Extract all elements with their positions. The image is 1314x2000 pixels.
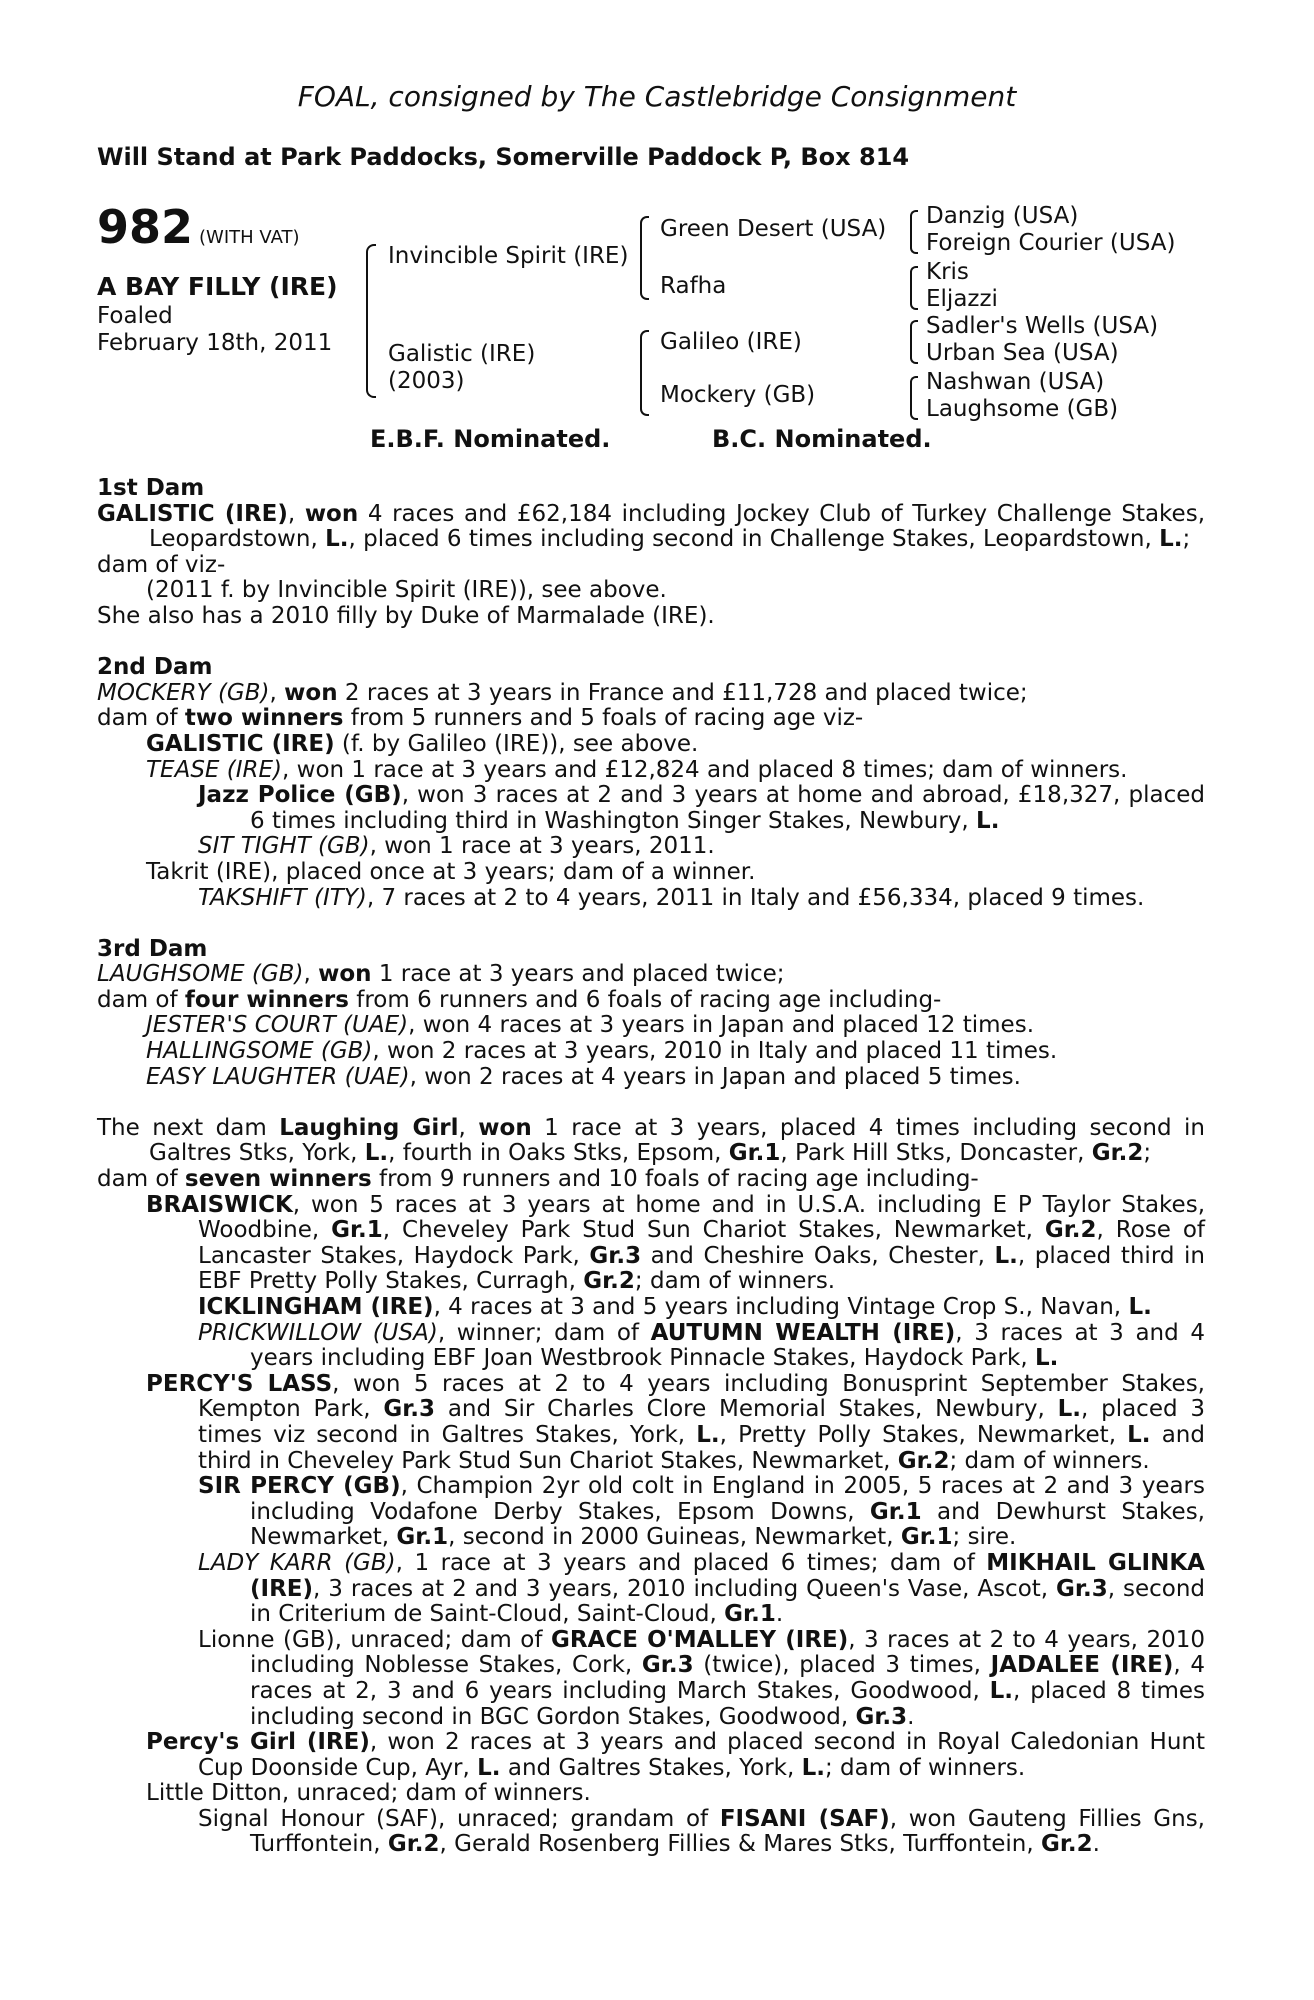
second-dam-line: dam of two winners from 5 runners and 5 foals of racing age viz- [97, 705, 864, 732]
next-dam-entry: The next dam Laughing Girl, won 1 race at 3 years, placed 4 times including second in Galtres Stks, York, L., fourth in Oaks Stks, Epsom, Gr.1, Park Hill Stks, Doncaster, Gr.2; [97, 1114, 1205, 1167]
consignor-title: FOAL, consigned by The Castlebridge Consignment [297, 80, 1017, 113]
produce-line: Signal Honour (SAF), unraced; grandam of FISANI (SAF), won Gauteng Fillies Gns, Turffontein, Gr.2, Gerald Rosenberg Fillies & Mares Stks, Turffontein, Gr.2. [198, 1805, 1205, 1858]
foaled-label: Foaled [97, 303, 173, 329]
sire-dam: Rafha [660, 273, 727, 299]
pedigree-brace [640, 330, 649, 416]
next-dam-line: dam of seven winners from 9 runners and 10 foals of racing age including- [97, 1166, 979, 1193]
catalogue-body [97, 476, 1205, 1858]
produce-line: Takrit (IRE), placed once at 3 years; dam of a winner. [146, 858, 756, 885]
produce-line: HALLINGSOME (GB), won 2 races at 3 years, 2010 in Italy and placed 11 times. [146, 1038, 1058, 1065]
produce-line: ICKLINGHAM (IRE), 4 races at 3 and 5 years including Vintage Crop S., Navan, L. [198, 1294, 1152, 1320]
lot-number: 982 [97, 200, 194, 254]
produce-line: TAKSHIFT (ITY), 7 races at 2 to 4 years, 2011 in Italy and £56,334, placed 9 times. [198, 884, 1145, 911]
foaled-date: February 18th, 2011 [97, 330, 333, 356]
first-dam-entry: GALISTIC (IRE), won 4 races and £62,184 including Jockey Club of Turkey Challenge Stakes, Leopardstown, L., placed 6 times including second in Challenge Stakes, Leopardstown, L.; [97, 500, 1206, 553]
dam-sire: Galileo (IRE) [660, 329, 802, 355]
first-dam-line: (2011 f. by Invincible Spirit (IRE)), see above. [146, 577, 667, 604]
third-dam-heading: 3rd Dam [97, 935, 208, 962]
bc-nominated: B.C. Nominated. [712, 425, 932, 453]
produce-line: SIT TIGHT (GB), won 1 race at 3 years, 2011. [198, 833, 715, 860]
lot-number-block [97, 200, 300, 254]
second-dam-heading: 2nd Dam [97, 654, 213, 681]
sire-sire: Green Desert (USA) [660, 216, 887, 242]
produce-line: Little Ditton, unraced; dam of winners. [146, 1780, 591, 1807]
sdd: Eljazzi [926, 286, 998, 312]
third-dam-entry: LAUGHSOME (GB), won 1 race at 3 years and placed twice; [97, 961, 785, 988]
produce-line: LADY KARR (GB), 1 race at 3 years and placed 6 times; dam of MIKHAIL GLINKA (IRE), 3 races at 2 and 3 years, 2010 including Queen's Vase, Ascot, Gr.3, second in Criterium de Saint-Cloud, Saint-Cloud, Gr.1. [198, 1549, 1206, 1628]
produce-line: Jazz Police (GB), won 3 races at 2 and 3 years at home and abroad, £18,327, placed 6 times including third in Washington Singer Stakes, Newbury, L. [198, 782, 1205, 834]
produce-line: PRICKWILLOW (USA), winner; dam of AUTUMN WEALTH (IRE), 3 races at 3 and 4 years including EBF Joan Westbrook Pinnacle Stakes, Haydock Park, L. [198, 1319, 1205, 1372]
produce-line: SIR PERCY (GB), Champion 2yr old colt in England in 2005, 5 races at 2 and 3 years including Vodafone Derby Stakes, Epsom Downs, Gr.1 and Dewhurst Stakes, Newmarket, Gr.1, second in 2000 Guineas, Newmarket, Gr.1; sire. [198, 1473, 1205, 1551]
produce-line: GALISTIC (IRE) (f. by Galileo (IRE)), see above. [146, 730, 699, 757]
produce-line: JESTER'S COURT (UAE), won 4 races at 3 years in Japan and placed 12 times. [146, 1012, 1035, 1039]
first-dam-heading: 1st Dam [97, 475, 205, 501]
ssd: Foreign Courier (USA) [926, 230, 1176, 256]
ddd: Laughsome (GB) [926, 396, 1119, 422]
dam-dam: Mockery (GB) [660, 382, 816, 408]
pedigree-brace [910, 376, 918, 420]
dam-year: (2003) [388, 368, 465, 394]
dss: Sadler's Wells (USA) [926, 313, 1159, 339]
sss: Danzig (USA) [926, 203, 1079, 229]
second-dam-entry: MOCKERY (GB), won 2 races at 3 years in France and £11,728 and placed twice; [97, 679, 1028, 706]
produce-line: Percy's Girl (IRE), won 2 races at 3 years and placed second in Royal Caledonian Hunt Cup Doonside Cup, Ayr, L. and Galtres Stakes, York, L.; dam of winners. [146, 1729, 1205, 1781]
dds: Nashwan (USA) [926, 369, 1105, 395]
produce-line: EASY LAUGHTER (UAE), won 2 races at 4 years in Japan and placed 5 times. [146, 1063, 1021, 1090]
dsd: Urban Sea (USA) [926, 340, 1119, 366]
produce-line: Lionne (GB), unraced; dam of GRACE O'MALLEY (IRE), 3 races at 2 to 4 years, 2010 including Noblesse Stakes, Cork, Gr.3 (twice), placed 3 times, JADALEE (IRE), 4 races at 2, 3 and 6 years including March Stakes, Goodwood, L., placed 8 times including second in BGC Gordon Stakes, Goodwood, Gr.3. [198, 1626, 1205, 1730]
produce-line: PERCY'S LASS, won 5 races at 2 to 4 years including Bonusprint September Stakes, Kempton Park, Gr.3 and Sir Charles Clore Memorial Stakes, Newbury, L., placed 3 times viz second in Galtres Stakes, York, L., Pretty Polly Stakes, Newmarket, L. and third in Cheveley Park Stud Sun Chariot Stakes, Newmarket, Gr.2; dam of winners. [146, 1370, 1206, 1474]
vat-note: (WITH VAT) [199, 227, 300, 248]
sds: Kris [926, 259, 969, 285]
pedigree-brace [366, 244, 376, 398]
first-dam-line: dam of viz- [97, 551, 226, 578]
ebf-nominated: E.B.F. Nominated. [370, 425, 611, 453]
produce-line: BRAISWICK, won 5 races at 3 years at home and in U.S.A. including E P Taylor Stakes, Woodbine, Gr.1, Cheveley Park Stud Sun Chariot Stakes, Newmarket, Gr.2, Rose of Lancaster Stakes, Haydock Park, Gr.3 and Cheshire Oaks, Chester, L., placed third in EBF Pretty Polly Stakes, Curragh, Gr.2; dam of winners. [146, 1191, 1205, 1295]
third-dam-line: dam of four winners from 6 runners and 6 foals of racing age including- [97, 986, 942, 1013]
first-dam-line: She also has a 2010 filly by Duke of Marmalade (IRE). [97, 602, 715, 629]
stand-location: Will Stand at Park Paddocks, Somerville Paddock P, Box 814 [97, 143, 910, 171]
pedigree-brace [910, 210, 918, 254]
pedigree-brace [910, 266, 918, 310]
produce-line: TEASE (IRE), won 1 race at 3 years and £12,824 and placed 8 times; dam of winners. [146, 756, 1128, 783]
pedigree-brace [910, 320, 918, 364]
pedigree-brace [640, 216, 649, 300]
dam: Galistic (IRE) [388, 341, 536, 367]
sire: Invincible Spirit (IRE) [388, 243, 629, 269]
lot-name: A BAY FILLY (IRE) [97, 272, 338, 301]
